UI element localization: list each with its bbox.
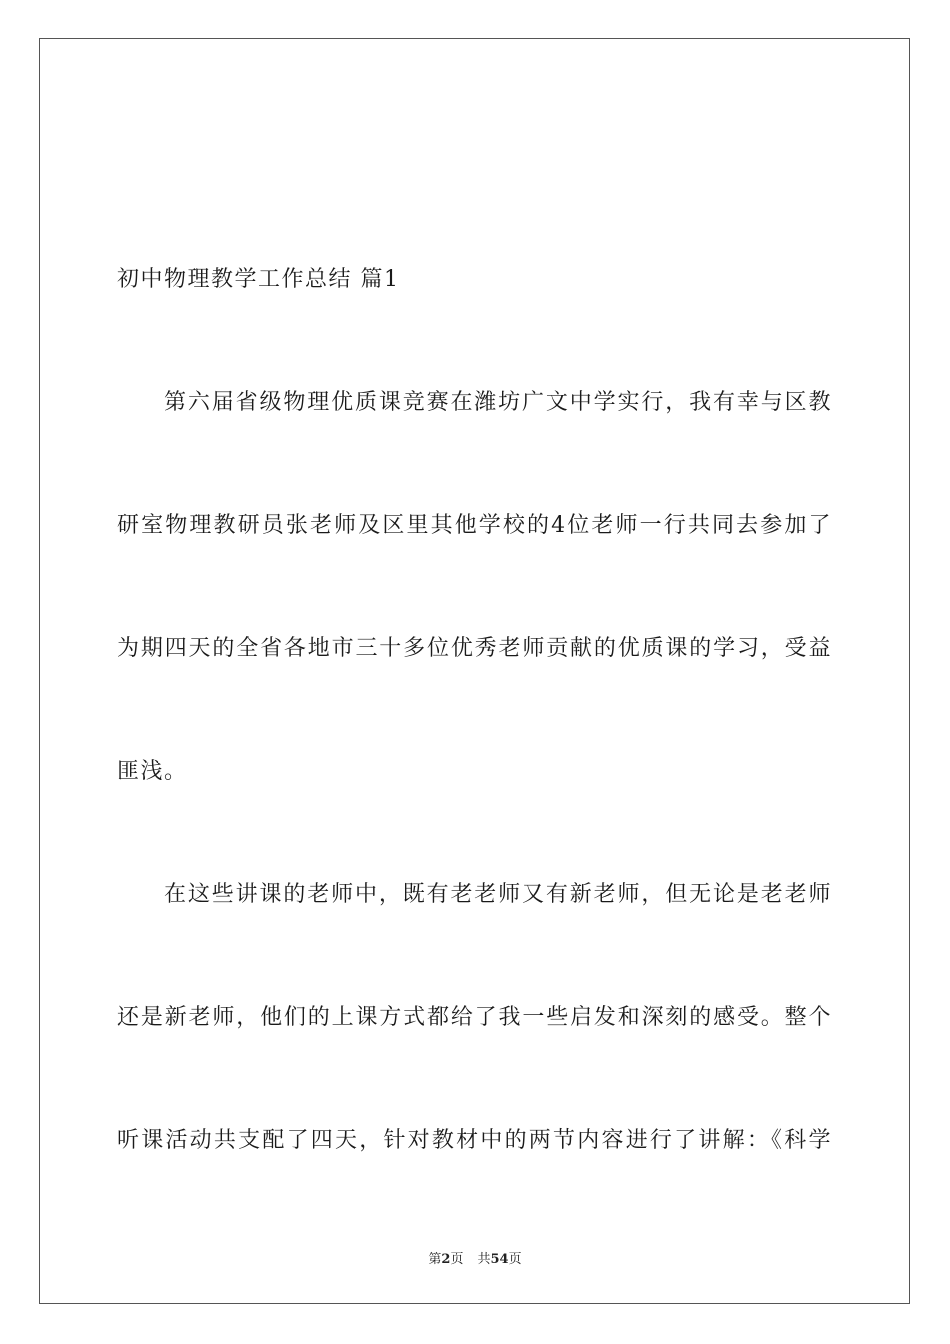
page-border xyxy=(39,38,910,1304)
paragraph-2-line-2: 还是新老师，他们的上课方式都给了我一些启发和深刻的感受。整个 xyxy=(117,1005,832,1030)
paragraph-1-line-3: 为期四天的全省各地市三十多位优秀老师贡献的优质课的学习，受益 xyxy=(117,636,832,661)
section-heading: 初中物理教学工作总结 篇1 xyxy=(117,267,400,292)
paragraph-1-line-2: 研室物理教研员张老师及区里其他学校的4位老师一行共同去参加了 xyxy=(117,513,832,538)
page-footer xyxy=(0,1248,950,1267)
page-total: 共54页 xyxy=(477,1252,522,1267)
paragraph-1-line-4: 匪浅。 xyxy=(117,759,188,784)
paragraph-2-line-3: 听课活动共支配了四天，针对教材中的两节内容进行了讲解：《科学 xyxy=(117,1128,832,1153)
paragraph-1-line-1: 第六届省级物理优质课竞赛在潍坊广文中学实行，我有幸与区教 xyxy=(164,390,832,415)
paragraph-2-line-1: 在这些讲课的老师中，既有老老师又有新老师，但无论是老老师 xyxy=(164,882,832,907)
page-number: 第2页 xyxy=(428,1252,464,1267)
